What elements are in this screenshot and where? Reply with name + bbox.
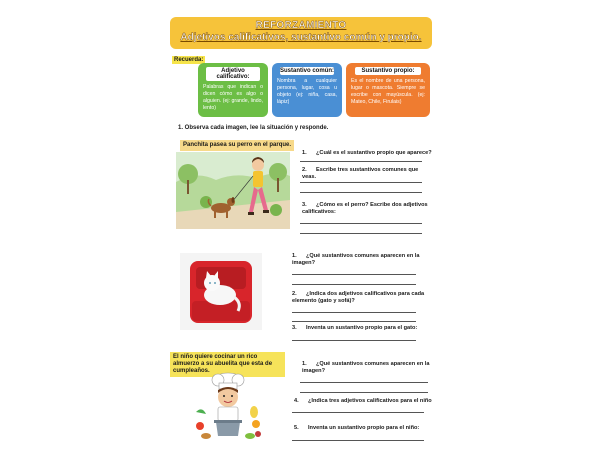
recuerda-label: Recuerda: bbox=[174, 57, 204, 63]
question-number: 2. bbox=[292, 291, 297, 297]
answer-line[interactable] bbox=[292, 312, 416, 313]
question-text: ¿Cómo es el perro? Escribe dos adjetivos calificativos: bbox=[302, 202, 428, 215]
question-3-2 bbox=[294, 398, 434, 405]
question-2-3 bbox=[292, 325, 432, 332]
answer-line[interactable] bbox=[300, 161, 422, 162]
question-number: 1. bbox=[302, 361, 307, 367]
instruction: 1. Observa cada imagen, lee la situación y responde. bbox=[178, 125, 329, 131]
question-number: 4. bbox=[294, 398, 299, 404]
answer-line[interactable] bbox=[292, 340, 416, 341]
question-text: ¿Qué sustantivos comunes aparecen en la imagen? bbox=[292, 253, 420, 266]
answer-line[interactable] bbox=[300, 182, 422, 183]
question-number: 1. bbox=[292, 253, 297, 259]
question-number: 2. bbox=[302, 167, 307, 173]
question-text: Escribe tres sustantivos comunes que veas. bbox=[302, 167, 419, 180]
answer-line[interactable] bbox=[300, 233, 422, 234]
question-number: 3. bbox=[292, 325, 297, 331]
question-text: ¿Indica dos adjetivos calificativos para cada elemento (gato y sofá)? bbox=[292, 291, 425, 304]
answer-line[interactable] bbox=[292, 321, 416, 322]
question-1-3 bbox=[302, 202, 432, 216]
page-subtitle: Adjetivos calificativos, sustantivo común y propio. bbox=[180, 32, 422, 43]
park-illustration bbox=[176, 152, 290, 229]
answer-line[interactable] bbox=[300, 382, 428, 383]
question-text: Inventa un sustantivo propio para el niño: bbox=[308, 425, 420, 431]
cat-on-sofa-photo bbox=[180, 253, 262, 330]
card-body: Es el nombre de una persona, lugar o mascota. Siempre se escribe con mayúscula. (ej: Mateo, Chile, Firulais) bbox=[351, 78, 425, 105]
answer-line[interactable] bbox=[292, 412, 424, 413]
page-title: REFORZAMIENTO bbox=[255, 20, 347, 31]
chef-boy-illustration bbox=[188, 372, 268, 444]
answer-line[interactable] bbox=[292, 274, 416, 275]
question-number: 5. bbox=[294, 425, 299, 431]
question-text: ¿Cuál es el sustantivo propio que aparece? bbox=[316, 150, 432, 156]
question-2-2 bbox=[292, 291, 432, 305]
question-3-3 bbox=[294, 425, 434, 432]
card-body: Palabras que indican o dicen cómo es algo o alguien. (ej: grande, lindo, lento) bbox=[203, 84, 263, 111]
answer-line[interactable] bbox=[292, 284, 416, 285]
situation-label-cooking: El niño quiere cocinar un rico almuerzo a su abuelita que esta de cumpleaños. bbox=[170, 352, 285, 377]
card-title: Sustantivo común: bbox=[280, 68, 335, 74]
question-2-1 bbox=[292, 253, 432, 267]
question-number: 3. bbox=[302, 202, 307, 208]
answer-line[interactable] bbox=[292, 440, 424, 441]
card-title: Adjetivo calificativo: bbox=[206, 67, 260, 81]
question-text: ¿Qué sustantivos comunes aparecen en la imagen? bbox=[302, 361, 430, 374]
answer-line[interactable] bbox=[300, 223, 422, 224]
card-body: Nombra a cualquier persona, lugar, cosa u objeto (ej: niña, casa, lápiz) bbox=[277, 78, 337, 105]
question-text: ¿Indica tres adjetivos calificativos para el niño bbox=[308, 398, 432, 404]
question-3-1 bbox=[302, 361, 432, 375]
answer-line[interactable] bbox=[300, 392, 428, 393]
card-title: Sustantivo propio: bbox=[355, 67, 422, 75]
answer-line[interactable] bbox=[300, 192, 422, 193]
title-banner bbox=[170, 17, 432, 49]
card-adjetivo bbox=[198, 63, 268, 117]
situation-label-park: Panchita pasea su perro en el parque. bbox=[180, 140, 294, 151]
question-1-2 bbox=[302, 167, 432, 181]
card-sustantivo-propio bbox=[346, 63, 430, 117]
question-1-1 bbox=[302, 150, 432, 157]
question-text: Inventa un sustantivo propio para el gato: bbox=[306, 325, 418, 331]
card-sustantivo-comun bbox=[272, 63, 342, 117]
question-number: 1. bbox=[302, 150, 307, 156]
